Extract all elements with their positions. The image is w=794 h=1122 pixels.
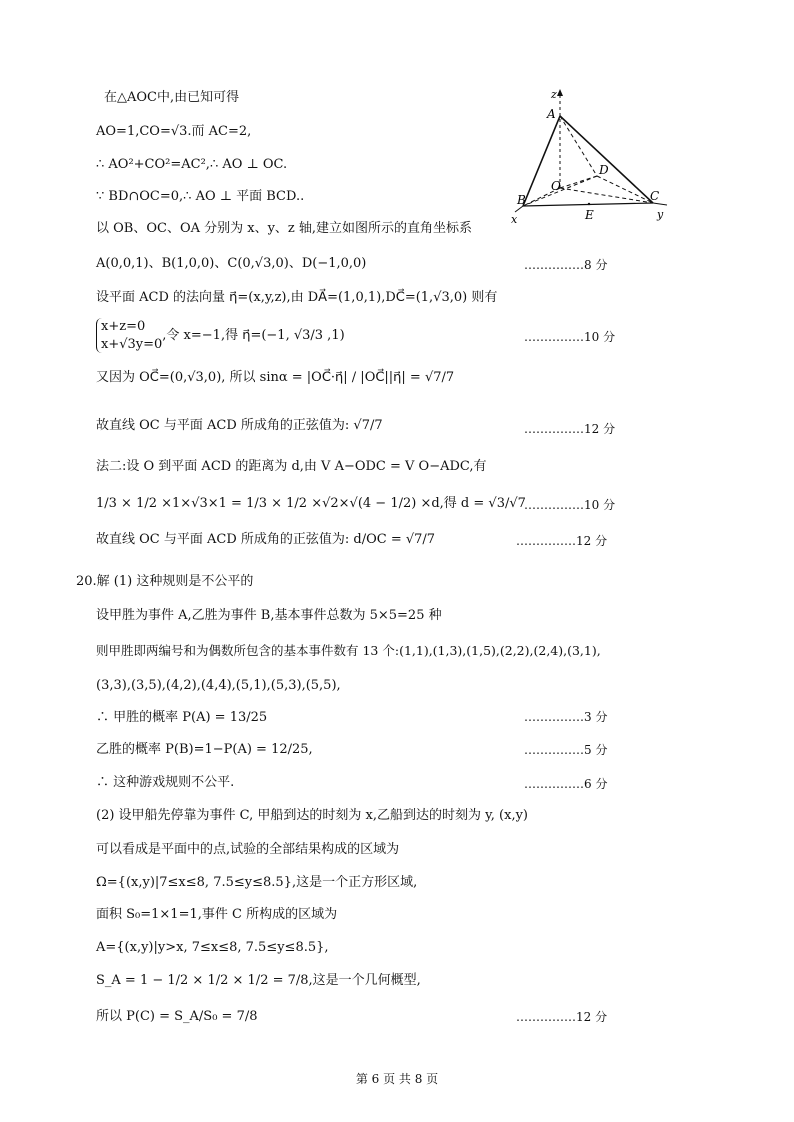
label-o: O — [551, 179, 561, 193]
line-22: 可以看成是平面中的点,试验的全部结果构成的区域为 — [96, 842, 400, 857]
line-15: 设甲胜为事件 A,乙胜为事件 B,基本事件总数为 5×5=25 种 — [96, 608, 442, 623]
line-26: S_A = 1 − 1/2 × 1/2 × 1/2 = 7/8,这是一个几何概型, — [96, 973, 421, 988]
label-d: D — [599, 163, 609, 177]
label-x: x — [511, 213, 518, 226]
equation-1: x+z=0 — [101, 319, 146, 334]
line-10: 故直线 OC 与平面 ACD 所成角的正弦值为: √7/7 — [96, 418, 383, 433]
line-19: 乙胜的概率 P(B)=1−P(A) = 12/25, — [96, 742, 313, 757]
label-c: C — [650, 189, 660, 203]
line-7: 设平面 ACD 的法向量 η⃗=(x,y,z),由 DA⃗=(1,0,1),DC⃗=(1,√3,0) 则有 — [96, 290, 498, 305]
score-marker: ……………12 分 — [524, 422, 616, 436]
line-4: ∵ BD∩OC=0,∴ AO ⊥ 平面 BCD.. — [96, 189, 305, 204]
line-20: ∴ 这种游戏规则不公平. — [96, 775, 235, 790]
tetrahedron-figure — [505, 88, 680, 228]
score-marker: ……………6 分 — [524, 777, 608, 791]
line-2: AO=1,CO=√3.而 AC=2, — [96, 124, 252, 139]
line-1: 在△AOC中,由已知可得 — [104, 90, 240, 105]
line-17: (3,3),(3,5),(4,2),(4,4),(5,1),(5,3),(5,5), — [96, 678, 341, 693]
score-marker: ……………8 分 — [524, 258, 608, 272]
line-27: 所以 P(C) = S_A/S₀ = 7/8 — [96, 1009, 258, 1024]
page-footer: 第 6 页 共 8 页 — [355, 1072, 439, 1086]
line-21: (2) 设甲船先停靠为事件 C, 甲船到达的时刻为 x,乙船到达的时刻为 y, (x,y) — [96, 808, 528, 823]
label-b: B — [517, 193, 526, 207]
score-marker: ……………12 分 — [516, 534, 608, 548]
line-9: 又因为 OC⃗=(0,√3,0), 所以 sinα = |OC⃗·η⃗| / |OC⃗||η⃗| = √7/7 — [96, 370, 455, 385]
line-16: 则甲胜即两编号和为偶数所包含的基本事件数有 13 个:(1,1),(1,3),(1,5),(2,2),(2,4),(3,1), — [96, 643, 601, 658]
label-z: z — [551, 88, 557, 101]
line-11: 法二:设 O 到平面 ACD 的距离为 d,由 V A−ODC = V O−ADC,有 — [96, 459, 487, 474]
line-18: ∴ 甲胜的概率 P(A) = 13/25 — [96, 710, 268, 725]
line-13: 故直线 OC 与平面 ACD 所成角的正弦值为: d/OC = √7/7 — [96, 532, 436, 547]
line-5: 以 OB、OC、OA 分别为 x、y、z 轴,建立如图所示的直角坐标系 — [96, 221, 473, 236]
score-marker: ……………3 分 — [524, 710, 608, 724]
equation-system — [96, 318, 162, 353]
line-24: 面积 S₀=1×1=1,事件 C 所构成的区域为 — [96, 907, 338, 922]
line-14: 20.解 (1) 这种规则是不公平的 — [76, 574, 254, 589]
score-marker: ……………12 分 — [516, 1010, 608, 1024]
line-6: A(0,0,1)、B(1,0,0)、C(0,√3,0)、D(−1,0,0) — [96, 256, 367, 271]
line-3: ∴ AO²+CO²=AC²,∴ AO ⊥ OC. — [96, 157, 288, 172]
normal-vector-result: ,令 x=−1,得 η⃗=(−1, √3/3 ,1) — [162, 328, 345, 344]
score-marker: ……………5 分 — [524, 743, 608, 757]
score-marker: ……………10 分 — [524, 330, 616, 344]
line-23: Ω={(x,y)|7≤x≤8, 7.5≤y≤8.5},这是一个正方形区域, — [96, 875, 418, 890]
label-e: E — [585, 208, 594, 222]
score-marker: ……………10 分 — [524, 498, 616, 512]
line-25: A={(x,y)|y>x, 7≤x≤8, 7.5≤y≤8.5}, — [96, 940, 329, 955]
label-a: A — [547, 107, 556, 121]
line-12: 1/3 × 1/2 ×1×√3×1 = 1/3 × 1/2 ×√2×√(4 − 1/2) ×d,得 d = √3/√7 — [96, 496, 526, 511]
label-y: y — [657, 208, 664, 221]
equation-2: x+√3y=0 — [101, 336, 163, 352]
line-8 — [96, 318, 345, 353]
